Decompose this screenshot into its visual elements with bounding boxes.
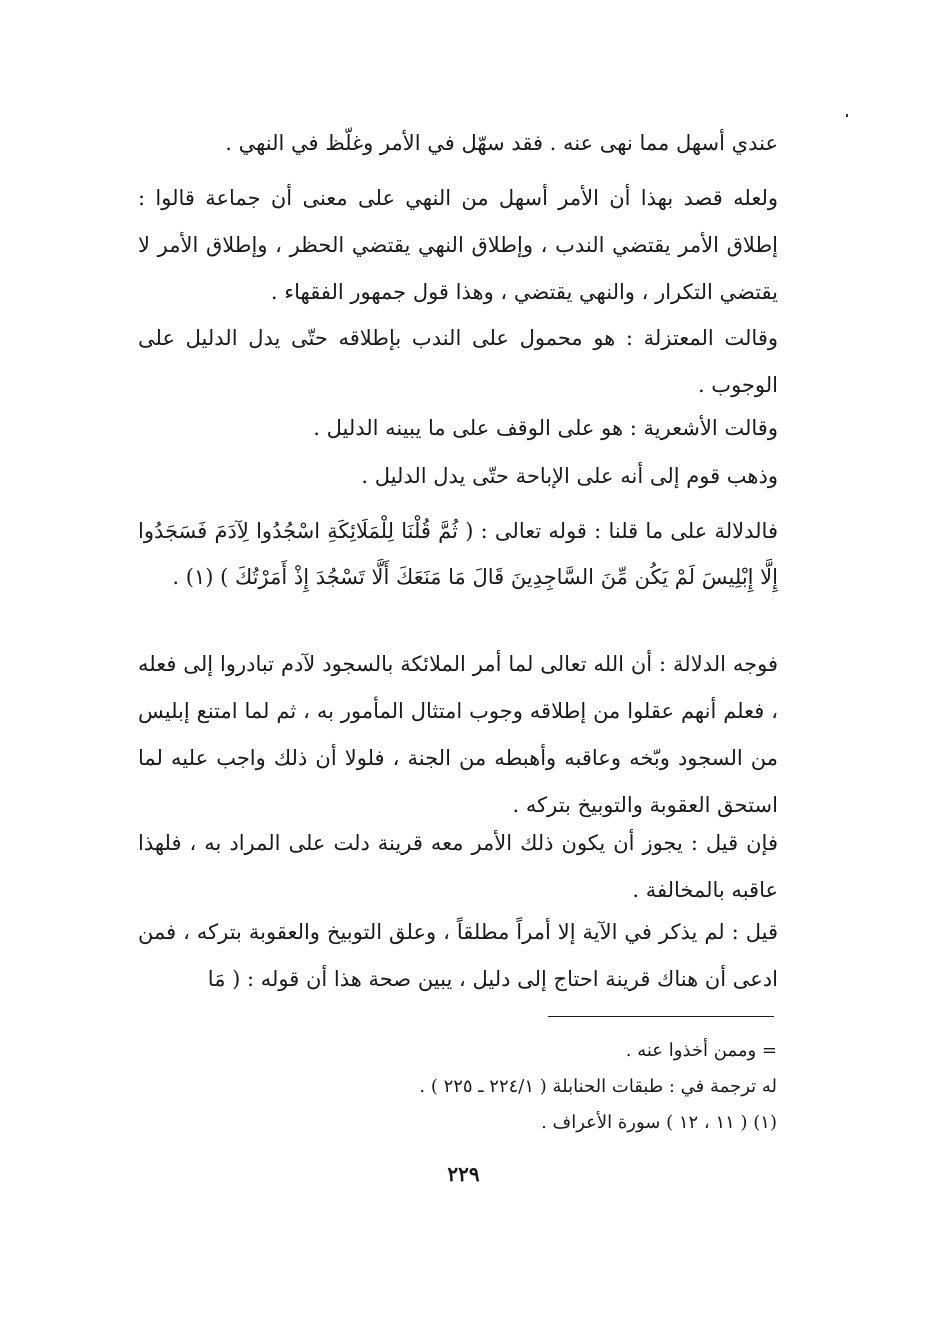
footnote-divider [548, 1016, 774, 1017]
paragraph-4: وقالت الأشعرية : هو على الوقف على ما يبينه الدليل . [313, 416, 778, 440]
paragraph-3: وقالت المعتزلة : هو محمول على الندب بإطلاقه حتّى يدل الدليل على الوجوب . [138, 326, 778, 397]
scan-speck [846, 114, 848, 117]
paragraph-6-quran-verse: فالدلالة على ما قلنا : قوله تعالى : ( ثُمَّ قُلْنَا لِلْمَلَائِكَةِ اسْجُدُوا لِآدَمَ فَسَجَدُوا إِلَّا إِبْلِيسَ لَمْ يَكُن مِّنَ السَّاجِدِينَ قَالَ مَا مَنَعَكَ أَلَّا تَسْجُدَ إِذْ أَمَرْتُكَ ) (١) . [138, 519, 778, 589]
footnote-1: (١) ( ١١ ، ١٢ ) سورة الأعراف . [541, 1112, 777, 1133]
footnote-continuation: = وممن أخذوا عنه . [625, 1040, 777, 1061]
paragraph-2: ولعله قصد بهذا أن الأمر أسهل من النهي على معنى أن جماعة قالوا : إطلاق الأمر يقتضي الندب ، وإطلاق النهي يقتضي الحظر ، وإطلاق الأمر لا يقتضي التكرار ، والنهي يقتضي ، وهذا قول جمهور الفقهاء . [138, 186, 778, 304]
paragraph-7: فوجه الدلالة : أن الله تعالى لما أمر الملائكة بالسجود لآدم تبادروا إلى فعله ، فعلم أنهم عقلوا من إطلاقه وجوب امتثال المأمور به ، ثم لما امتنع إبليس من السجود وبّخه وعاقبه وأهبطه من الجنة ، فلولا أن ذلك واجب عليه لما استحق العقوبة والتوبيخ بتركه . [138, 652, 778, 817]
paragraph-5: وذهب قوم إلى أنه على الإباحة حتّى يدل الدليل . [361, 464, 778, 488]
paragraph-1: عندي أسهل مما نهى عنه . فقد سهّل في الأمر وغلّظ في النهي . [225, 131, 778, 155]
footnote-reference: له ترجمة في : طبقات الحنابلة ( ٢٢٤/١ ـ ٢٢٥ ) . [419, 1076, 777, 1097]
paragraph-9: قيل : لم يذكر في الآية إلا أمراً مطلقاً ، وعلق التوبيخ والعقوبة بتركه ، فمن ادعى أن هناك قرينة احتاج إلى دليل ، يبين صحة هذا أن قوله : ( مَا [138, 920, 778, 991]
page-number: ٢٢٩ [447, 1162, 480, 1186]
paragraph-8: فإن قيل : يجوز أن يكون ذلك الأمر معه قرينة دلت على المراد به ، فلهذا عاقبه بالمخالفة . [138, 831, 778, 902]
